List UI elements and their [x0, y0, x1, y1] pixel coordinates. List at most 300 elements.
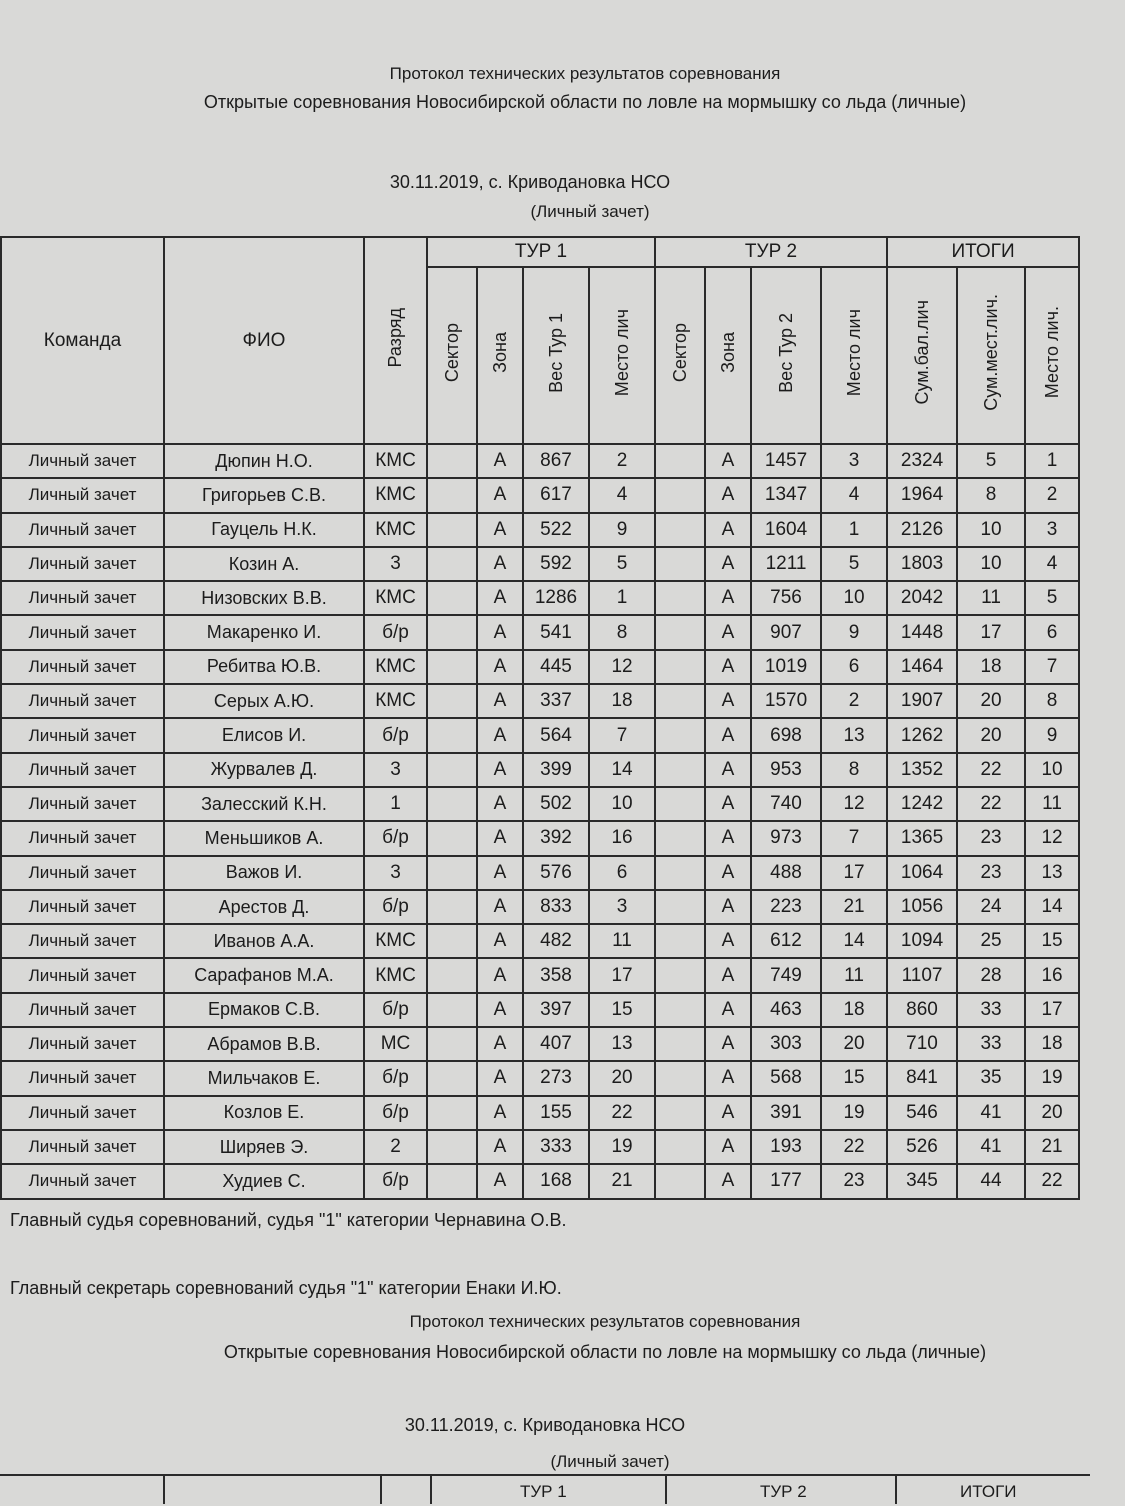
cell-weight-1: 392 [523, 821, 589, 855]
cell-weight-2: 1604 [751, 513, 821, 547]
cell-sector-1 [427, 1164, 477, 1198]
cell-fio: Макаренко И. [164, 615, 364, 649]
cell-zone-2: А [705, 890, 751, 924]
cell-sector-2 [655, 1130, 705, 1164]
cell-rank: КМС [364, 581, 427, 615]
cell-place-1: 18 [589, 684, 655, 718]
cell-final-place: 4 [1025, 547, 1079, 581]
cell-final-place: 15 [1025, 924, 1079, 958]
cell-zone-2: А [705, 753, 751, 787]
table-row [1, 1164, 1079, 1198]
table-row [1, 444, 1079, 478]
cell-place-2: 12 [821, 787, 887, 821]
cell-sum-places: 11 [957, 581, 1025, 615]
cell-rank: 3 [364, 753, 427, 787]
cell-weight-1: 399 [523, 753, 589, 787]
cell-weight-1: 576 [523, 856, 589, 890]
cell-zone-1: А [477, 821, 523, 855]
cell-team: Личный зачет [1, 684, 164, 718]
cell-rank: б/р [364, 1096, 427, 1130]
table-row [1, 787, 1079, 821]
cell-zone-1: А [477, 444, 523, 478]
cell-fio: Дюпин Н.О. [164, 444, 364, 478]
cell-place-2: 1 [821, 513, 887, 547]
cell-sum-points: 1242 [887, 787, 957, 821]
cell-weight-1: 592 [523, 547, 589, 581]
cell-weight-1: 333 [523, 1130, 589, 1164]
cell-final-place: 10 [1025, 753, 1079, 787]
cell-zone-2: А [705, 547, 751, 581]
cell-fio: Ребитва Ю.В. [164, 650, 364, 684]
cell-final-place: 18 [1025, 1027, 1079, 1061]
cell-weight-2: 1019 [751, 650, 821, 684]
cell-zone-1: А [477, 993, 523, 1027]
cell-sector-1 [427, 1061, 477, 1095]
strip-tour1: ТУР 1 [520, 1482, 567, 1501]
cell-team: Личный зачет [1, 650, 164, 684]
cell-weight-2: 391 [751, 1096, 821, 1130]
cell-zone-2: А [705, 1096, 751, 1130]
cell-final-place: 13 [1025, 856, 1079, 890]
header-fio: ФИО [164, 237, 364, 444]
cell-sum-points: 1803 [887, 547, 957, 581]
cell-sum-places: 8 [957, 478, 1025, 512]
cell-place-1: 6 [589, 856, 655, 890]
cell-sector-2 [655, 1027, 705, 1061]
cell-weight-1: 482 [523, 924, 589, 958]
cell-sector-1 [427, 890, 477, 924]
cell-team: Личный зачет [1, 958, 164, 992]
cell-sector-2 [655, 856, 705, 890]
table-row [1, 890, 1079, 924]
cell-weight-1: 541 [523, 615, 589, 649]
cell-team: Личный зачет [1, 615, 164, 649]
cell-weight-2: 303 [751, 1027, 821, 1061]
cell-place-2: 14 [821, 924, 887, 958]
cell-sector-1 [427, 924, 477, 958]
cell-zone-1: А [477, 513, 523, 547]
cell-final-place: 9 [1025, 718, 1079, 752]
cell-sum-places: 23 [957, 856, 1025, 890]
cell-sum-points: 841 [887, 1061, 957, 1095]
cell-sum-points: 2324 [887, 444, 957, 478]
cell-weight-2: 177 [751, 1164, 821, 1198]
cell-sum-points: 1064 [887, 856, 957, 890]
cell-sector-1 [427, 478, 477, 512]
cell-rank: б/р [364, 1164, 427, 1198]
cell-final-place: 8 [1025, 684, 1079, 718]
cell-place-2: 6 [821, 650, 887, 684]
event-title: Открытые соревнования Новосибирской области по ловле на мормышку со льда (личные) [203, 92, 967, 112]
cell-weight-2: 1347 [751, 478, 821, 512]
cell-sector-2 [655, 615, 705, 649]
cell-sector-2 [655, 753, 705, 787]
cell-final-place: 1 [1025, 444, 1079, 478]
header-team: Команда [1, 237, 164, 444]
cell-rank: 3 [364, 856, 427, 890]
cell-place-1: 5 [589, 547, 655, 581]
header-weight-2 [751, 267, 821, 444]
header-zone-1 [477, 267, 523, 444]
cell-place-1: 2 [589, 444, 655, 478]
cell-sector-2 [655, 684, 705, 718]
cell-weight-1: 358 [523, 958, 589, 992]
header-sector-1-label: Сектор [441, 322, 462, 383]
cell-final-place: 16 [1025, 958, 1079, 992]
cell-sector-1 [427, 1096, 477, 1130]
cell-place-2: 3 [821, 444, 887, 478]
cell-weight-1: 502 [523, 787, 589, 821]
cell-place-1: 15 [589, 993, 655, 1027]
cell-place-1: 12 [589, 650, 655, 684]
cell-sum-places: 17 [957, 615, 1025, 649]
table-row [1, 547, 1079, 581]
cell-rank: МС [364, 1027, 427, 1061]
cell-rank: б/р [364, 1061, 427, 1095]
header-sum-points [887, 267, 957, 444]
strip-totals: ИТОГИ [960, 1482, 1017, 1501]
cell-zone-1: А [477, 1130, 523, 1164]
cell-fio: Журвалев Д. [164, 753, 364, 787]
cell-zone-2: А [705, 1027, 751, 1061]
cell-place-1: 11 [589, 924, 655, 958]
header-final-place [1025, 267, 1079, 444]
header-weight-1 [523, 267, 589, 444]
header-sector-2 [655, 267, 705, 444]
cell-sum-places: 25 [957, 924, 1025, 958]
cell-sum-points: 2042 [887, 581, 957, 615]
cell-sum-places: 41 [957, 1130, 1025, 1164]
cell-sector-1 [427, 615, 477, 649]
cell-sum-places: 5 [957, 444, 1025, 478]
cell-sum-points: 2126 [887, 513, 957, 547]
table-row [1, 1096, 1079, 1130]
cell-rank: 1 [364, 787, 427, 821]
cell-place-1: 4 [589, 478, 655, 512]
cell-place-2: 20 [821, 1027, 887, 1061]
table-row [1, 924, 1079, 958]
cell-weight-2: 488 [751, 856, 821, 890]
cell-sum-points: 1448 [887, 615, 957, 649]
cell-sum-places: 24 [957, 890, 1025, 924]
cell-sum-places: 23 [957, 821, 1025, 855]
cell-fio: Абрамов В.В. [164, 1027, 364, 1061]
date-place-repeat: 30.11.2019, с. Криводановка НСО [404, 1415, 686, 1435]
cell-sum-points: 1262 [887, 718, 957, 752]
cell-sum-points: 1464 [887, 650, 957, 684]
cell-place-2: 2 [821, 684, 887, 718]
cell-weight-2: 749 [751, 958, 821, 992]
cell-final-place: 17 [1025, 993, 1079, 1027]
cell-sector-1 [427, 1130, 477, 1164]
cell-fio: Ширяев Э. [164, 1130, 364, 1164]
header-zone-1-label: Зона [489, 332, 510, 373]
cell-zone-2: А [705, 787, 751, 821]
cell-zone-2: А [705, 821, 751, 855]
cell-zone-2: А [705, 1130, 751, 1164]
cell-rank: б/р [364, 821, 427, 855]
cell-weight-2: 973 [751, 821, 821, 855]
cell-weight-2: 193 [751, 1130, 821, 1164]
cell-place-2: 23 [821, 1164, 887, 1198]
header-final-place-label: Место лич. [1041, 306, 1062, 399]
cell-fio: Залесский К.Н. [164, 787, 364, 821]
cell-place-2: 17 [821, 856, 887, 890]
cell-sum-places: 44 [957, 1164, 1025, 1198]
cell-sum-points: 710 [887, 1027, 957, 1061]
header-tour2: ТУР 2 [655, 237, 887, 267]
cell-final-place: 3 [1025, 513, 1079, 547]
table-row [1, 718, 1079, 752]
cell-place-1: 22 [589, 1096, 655, 1130]
header-sector-1 [427, 267, 477, 444]
cell-sum-points: 1365 [887, 821, 957, 855]
cell-team: Личный зачет [1, 993, 164, 1027]
cell-sum-places: 28 [957, 958, 1025, 992]
cell-team: Личный зачет [1, 478, 164, 512]
header-sum-places [957, 267, 1025, 444]
table-row [1, 615, 1079, 649]
cell-fio: Гауцель Н.К. [164, 513, 364, 547]
header-place-2 [821, 267, 887, 444]
cell-sector-2 [655, 821, 705, 855]
cell-sector-2 [655, 958, 705, 992]
cell-rank: КМС [364, 478, 427, 512]
cell-rank: 2 [364, 1130, 427, 1164]
cell-weight-2: 463 [751, 993, 821, 1027]
cell-zone-2: А [705, 718, 751, 752]
protocol-title-repeat: Протокол технических результатов соревнования [409, 1312, 801, 1331]
cell-rank: б/р [364, 993, 427, 1027]
cell-weight-2: 568 [751, 1061, 821, 1095]
cell-team: Личный зачет [1, 1096, 164, 1130]
cell-place-2: 15 [821, 1061, 887, 1095]
cell-sum-places: 20 [957, 718, 1025, 752]
cell-team: Личный зачет [1, 890, 164, 924]
cell-weight-2: 1211 [751, 547, 821, 581]
cell-place-2: 11 [821, 958, 887, 992]
cell-final-place: 20 [1025, 1096, 1079, 1130]
cell-rank: КМС [364, 513, 427, 547]
cell-sector-1 [427, 513, 477, 547]
table-row [1, 581, 1079, 615]
standings-subtitle: (Личный зачет) [530, 202, 650, 221]
cell-rank: КМС [364, 444, 427, 478]
cell-sector-2 [655, 924, 705, 958]
cell-team: Личный зачет [1, 718, 164, 752]
results-body [1, 444, 1079, 1199]
cell-zone-2: А [705, 993, 751, 1027]
cell-sector-2 [655, 787, 705, 821]
cell-place-1: 19 [589, 1130, 655, 1164]
cell-zone-2: А [705, 958, 751, 992]
cell-sector-1 [427, 1027, 477, 1061]
cell-fio: Худиев С. [164, 1164, 364, 1198]
cell-sector-1 [427, 993, 477, 1027]
cell-rank: 3 [364, 547, 427, 581]
cell-fio: Елисов И. [164, 718, 364, 752]
header-zone-2 [705, 267, 751, 444]
header-weight-1-label: Вес Тур 1 [545, 312, 566, 393]
table-row [1, 993, 1079, 1027]
cell-place-2: 7 [821, 821, 887, 855]
cell-sum-points: 526 [887, 1130, 957, 1164]
header-rank-label: Разряд [385, 307, 405, 368]
results-table [0, 236, 1080, 1200]
cell-weight-1: 522 [523, 513, 589, 547]
table-row [1, 650, 1079, 684]
cell-place-1: 1 [589, 581, 655, 615]
strip-tour2: ТУР 2 [760, 1482, 807, 1501]
cell-place-2: 18 [821, 993, 887, 1027]
cell-sum-places: 33 [957, 1027, 1025, 1061]
cell-place-2: 5 [821, 547, 887, 581]
cell-sector-2 [655, 1096, 705, 1130]
table-row [1, 1061, 1079, 1095]
cell-final-place: 19 [1025, 1061, 1079, 1095]
cell-place-2: 10 [821, 581, 887, 615]
cell-zone-1: А [477, 1164, 523, 1198]
cell-team: Личный зачет [1, 1164, 164, 1198]
cell-zone-1: А [477, 856, 523, 890]
cell-sector-2 [655, 1061, 705, 1095]
cell-zone-1: А [477, 684, 523, 718]
cell-fio: Низовских В.В. [164, 581, 364, 615]
cell-place-1: 21 [589, 1164, 655, 1198]
cell-final-place: 7 [1025, 650, 1079, 684]
cell-place-1: 16 [589, 821, 655, 855]
cell-sum-points: 546 [887, 1096, 957, 1130]
cell-team: Личный зачет [1, 547, 164, 581]
cell-rank: КМС [364, 684, 427, 718]
cell-sector-2 [655, 513, 705, 547]
cell-sum-points: 1907 [887, 684, 957, 718]
cell-sector-1 [427, 718, 477, 752]
standings-subtitle-repeat: (Личный зачет) [550, 1452, 670, 1471]
cell-final-place: 21 [1025, 1130, 1079, 1164]
cell-zone-2: А [705, 1061, 751, 1095]
cell-final-place: 11 [1025, 787, 1079, 821]
cell-sector-2 [655, 993, 705, 1027]
cell-rank: КМС [364, 924, 427, 958]
cell-sector-1 [427, 958, 477, 992]
header-sector-2-label: Сектор [669, 322, 690, 383]
cell-place-2: 13 [821, 718, 887, 752]
cell-weight-2: 612 [751, 924, 821, 958]
cell-final-place: 22 [1025, 1164, 1079, 1198]
cell-zone-1: А [477, 753, 523, 787]
cell-sector-1 [427, 581, 477, 615]
cell-sector-2 [655, 478, 705, 512]
cell-place-1: 9 [589, 513, 655, 547]
cell-place-1: 13 [589, 1027, 655, 1061]
cell-sum-points: 1352 [887, 753, 957, 787]
table-row [1, 1130, 1079, 1164]
cell-sum-places: 22 [957, 753, 1025, 787]
cell-sector-2 [655, 1164, 705, 1198]
cell-zone-2: А [705, 856, 751, 890]
cell-weight-1: 337 [523, 684, 589, 718]
cell-zone-2: А [705, 444, 751, 478]
cell-sector-2 [655, 718, 705, 752]
header-place-1-label: Место лич [611, 308, 632, 397]
cell-fio: Ермаков С.В. [164, 993, 364, 1027]
cell-rank: КМС [364, 958, 427, 992]
cell-place-2: 4 [821, 478, 887, 512]
cell-weight-2: 1570 [751, 684, 821, 718]
cell-zone-1: А [477, 1027, 523, 1061]
cell-weight-1: 168 [523, 1164, 589, 1198]
cell-team: Личный зачет [1, 513, 164, 547]
header-zone-2-label: Зона [717, 332, 738, 373]
cell-rank: б/р [364, 615, 427, 649]
cell-final-place: 12 [1025, 821, 1079, 855]
cell-place-2: 21 [821, 890, 887, 924]
header-place-2-label: Место лич [843, 308, 864, 397]
header-totals: ИТОГИ [887, 237, 1079, 267]
table-row [1, 513, 1079, 547]
cell-sector-1 [427, 821, 477, 855]
cell-weight-1: 155 [523, 1096, 589, 1130]
table-row [1, 753, 1079, 787]
cell-zone-2: А [705, 1164, 751, 1198]
cell-place-1: 14 [589, 753, 655, 787]
cell-place-1: 8 [589, 615, 655, 649]
cell-rank: б/р [364, 718, 427, 752]
event-title-repeat: Открытые соревнования Новосибирской области по ловле на мормышку со льда (личные) [223, 1342, 987, 1362]
cell-final-place: 2 [1025, 478, 1079, 512]
cell-place-2: 9 [821, 615, 887, 649]
cell-final-place: 6 [1025, 615, 1079, 649]
cell-sector-2 [655, 547, 705, 581]
cell-sector-2 [655, 890, 705, 924]
cell-sum-places: 18 [957, 650, 1025, 684]
table-row [1, 478, 1079, 512]
cell-sector-2 [655, 444, 705, 478]
cell-rank: б/р [364, 890, 427, 924]
header-tour1: ТУР 1 [427, 237, 655, 267]
cell-sum-places: 20 [957, 684, 1025, 718]
cell-sector-1 [427, 753, 477, 787]
cell-team: Личный зачет [1, 1130, 164, 1164]
header-sum-places-label: Сум.мест.лич. [980, 294, 1001, 411]
cell-team: Личный зачет [1, 821, 164, 855]
cell-fio: Сарафанов М.А. [164, 958, 364, 992]
cell-sector-1 [427, 684, 477, 718]
cell-final-place: 14 [1025, 890, 1079, 924]
cell-zone-2: А [705, 478, 751, 512]
cell-sector-2 [655, 650, 705, 684]
cell-sector-1 [427, 787, 477, 821]
cell-fio: Иванов А.А. [164, 924, 364, 958]
cell-fio: Арестов Д. [164, 890, 364, 924]
cell-zone-1: А [477, 1096, 523, 1130]
cell-team: Личный зачет [1, 924, 164, 958]
cell-weight-1: 273 [523, 1061, 589, 1095]
cell-team: Личный зачет [1, 787, 164, 821]
cell-weight-1: 617 [523, 478, 589, 512]
cell-sector-1 [427, 444, 477, 478]
cell-sum-places: 35 [957, 1061, 1025, 1095]
cell-zone-2: А [705, 650, 751, 684]
cell-weight-1: 833 [523, 890, 589, 924]
cell-weight-2: 740 [751, 787, 821, 821]
header-sum-points-label: Сум.бал.лич [911, 300, 932, 405]
cell-zone-1: А [477, 924, 523, 958]
cell-sum-points: 1964 [887, 478, 957, 512]
table-row [1, 958, 1079, 992]
cell-zone-2: А [705, 581, 751, 615]
